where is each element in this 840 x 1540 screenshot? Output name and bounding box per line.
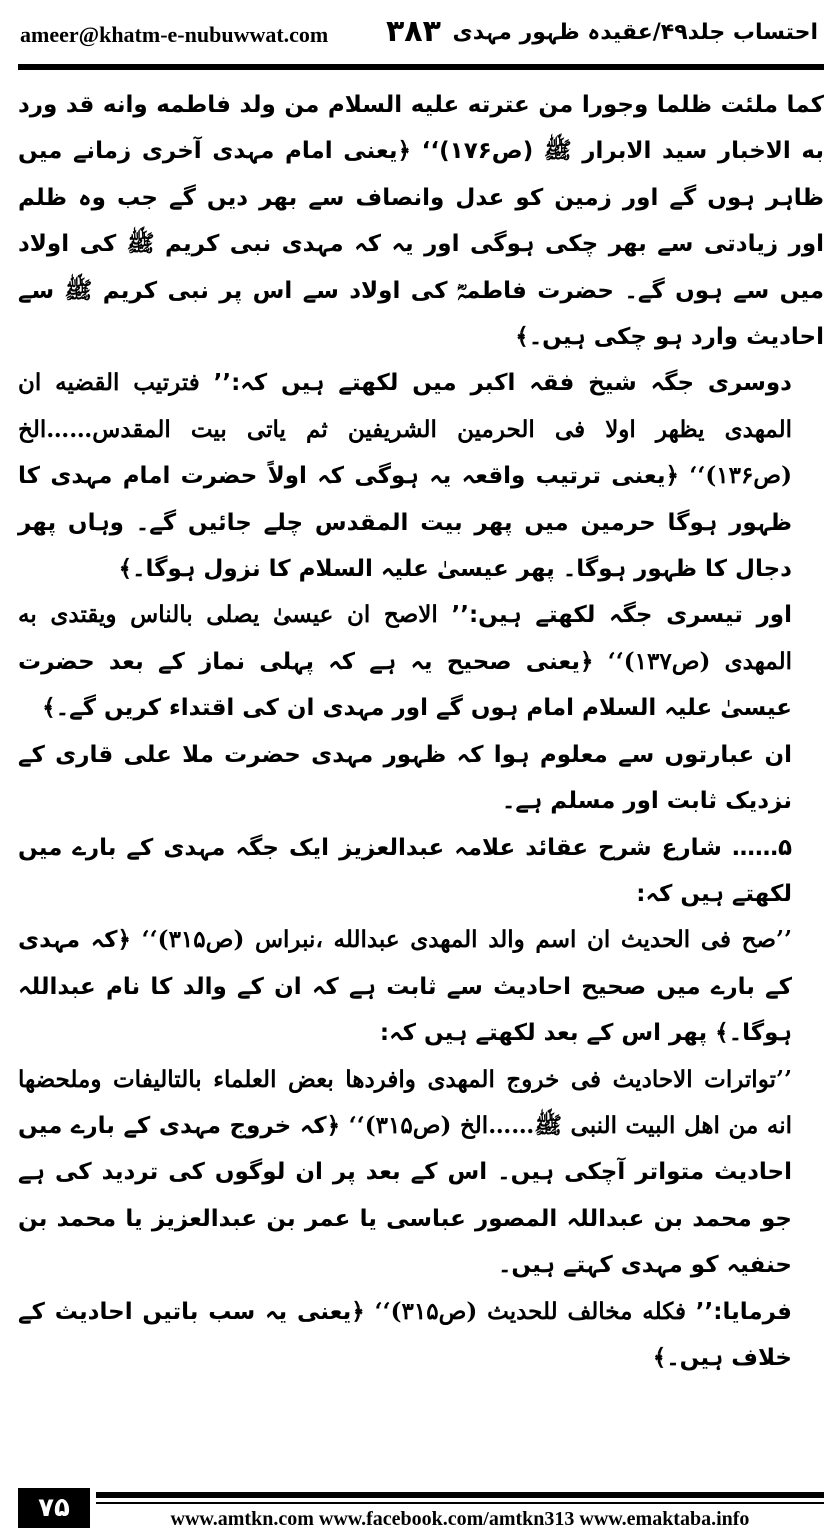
paragraph-8-translation: ﴿یعنی یہ سب باتیں احادیث کے خلاف ہیں۔﴾ [18, 1298, 792, 1371]
folio-number: ۷۵ [18, 1488, 90, 1528]
paragraph-5: ۵…… شارع شرح عقائد علامہ عبدالعزیز ایک جگہ مہدی کے بارے میں لکھتے ہیں کہ: [18, 834, 792, 907]
header-email[interactable]: ameer@khatm-e-nubuwwat.com [20, 22, 329, 47]
paragraph-7-arabic-quote: ’’تواترات الاحادیث فی خروج المهدی وافردها بعض العلماء بالتالیفات وملحضها انه من اهل البیت النبی ﷺ……الخ (ص۳۱۵)‘‘ [18, 1065, 793, 1139]
paragraph-6 [18, 917, 824, 1056]
paragraph-4: ان عبارتوں سے معلوم ہوا کہ ظہور مہدی حضرت ملا علی قاری کے نزدیک ثابت اور مسلم ہے۔ [18, 741, 792, 815]
paragraph-6-arabic-quote: ’’صح فی الحدیث ان اسم والد المهدی عبدالله ،نبراس (ص۳۱۵)‘‘ [141, 926, 792, 954]
paragraph-2-translation: ﴿یعنی ترتیب واقعہ یہ ہوگی کہ اولاً حضرت امام مہدی کا ظہور ہوگا حرمین میں پھر بیت المقدس چلے جائیں گے۔ وہاں پھر دجال کا ظہور ہوگا۔ پھر عیسیٰ علیہ السلام کا نزول ہوگا۔﴾ [18, 463, 792, 583]
paragraph-7-translation: ﴿کہ خروج مہدی کے بارے میں احادیث متواتر آچکی ہیں۔ اس کے بعد پر ان لوگوں کی تردید کی ہے جو محمد بن عبداللہ المصور عباسی یا عمر بن عبدالعزیز یا محمد بن حنفیہ کو مہدی کہتے ہیں۔ [18, 1112, 792, 1279]
paragraph-3-translation: ﴿یعنی صحیح یہ ہے کہ پہلی نماز کے بعد حضرت عیسیٰ علیہ السلام امام ہوں گے اور مہدی ان کی اقتداء کریں گے۔﴾ [18, 648, 792, 722]
page-number: ٣٨٣ [386, 14, 441, 49]
main-text [18, 82, 824, 1381]
paragraph-2-intro: دوسری جگہ شیخ فقہ اکبر میں لکھتے ہیں کہ:’’ [213, 370, 792, 397]
page-header [0, 0, 840, 66]
paragraph-6-translation: ﴿کہ مہدی کے بارے میں صحیح احادیث سے ثابت ہے کہ ان کے والد کا نام عبداللہ ہوگا۔﴾ پھر اس کے بعد لکھتے ہیں کہ: [18, 927, 792, 1047]
paragraph-8-intro: فرمایا:’’ [695, 1298, 792, 1325]
footer-rule-thick [96, 1492, 824, 1498]
paragraph-3-arabic-quote: الاصح ان عیسیٰ یصلی بالناس ویقتدی به المهدی (ص۱۳۷)‘‘ [18, 601, 792, 675]
paragraph-2-arabic-quote: فترتیب القضیه ان المهدی یظهر اولا فی الحرمین الشریفین ثم یاتی بیت المقدس……الخ (ص۱۳۶)‘‘ [18, 369, 792, 490]
footer-rule-thin [96, 1502, 824, 1504]
paragraph-3 [18, 592, 824, 731]
running-title: احتساب جلد۴۹/عقیدہ ظہور مہدی [452, 20, 818, 45]
page-footer [0, 1488, 840, 1540]
header-rule [18, 64, 824, 70]
footer-links[interactable]: www.amtkn.com www.facebook.com/amtkn313 www.emaktaba.info [170, 1508, 750, 1530]
paragraph-8-arabic-quote: فکله مخالف للحدیث (ص۳۱۵)‘‘ [374, 1297, 686, 1325]
paragraph-2 [18, 360, 824, 592]
paragraph-8 [18, 1289, 824, 1382]
paragraph-7 [18, 1057, 824, 1289]
paragraph-3-intro: اور تیسری جگہ لکھتے ہیں:’’ [451, 602, 792, 629]
paragraph-1: کما ملئت ظلما وجورا من عترته علیه السلام من ولد فاطمه وانه قد ورد به الاخبار سید الابرار ﷺ (ص۱۷۶)‘‘ ﴿یعنی امام مہدی آخری زمانے میں ظاہر ہوں گے اور زمین کو عدل وانصاف سے بھر دیں گے جب وہ ظلم اور زیادتی سے بھر چکی ہوگی اور یہ کہ مہدی نبی کریم ﷺ کی اولاد میں سے ہوں گے۔ حضرت فاطمہؓ کی اولاد سے اس پر نبی کریم ﷺ سے احادیث وارد ہو چکی ہیں۔﴾ [18, 92, 824, 351]
